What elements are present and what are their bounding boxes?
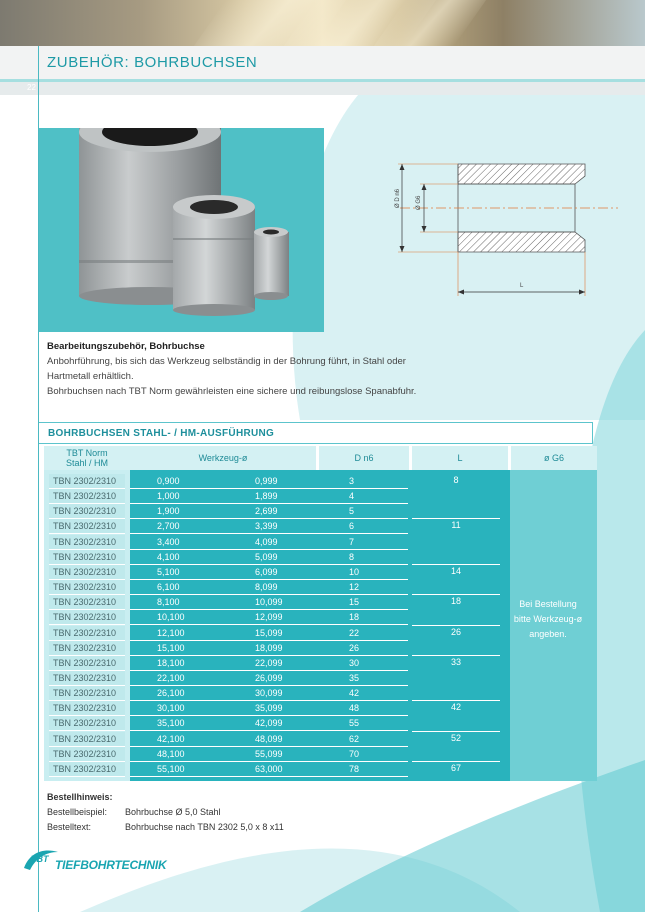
- cell-d-n6: 26: [349, 642, 360, 653]
- page-title: ZUBEHÖR: BOHRBUCHSEN: [47, 54, 258, 71]
- cell-werkzeug-to: 2,699: [255, 506, 278, 517]
- cell-l: 42: [450, 702, 461, 713]
- l-group-divider: [412, 564, 500, 565]
- order-heading: Bestellhinweis:: [47, 792, 113, 802]
- order-text-value: Bohrbuchse nach TBN 2302 5,0 x 8 x11: [125, 822, 284, 832]
- cell-werkzeug-to: 30,099: [255, 688, 283, 699]
- order-text-row: [47, 820, 284, 835]
- tbt-logo-mark-text: TBT: [31, 854, 49, 864]
- dim-label-d: Ø D n6: [395, 188, 401, 208]
- cell-werkzeug-to: 35,099: [255, 703, 283, 714]
- table-row: [49, 565, 597, 580]
- cell-tbt-norm: TBN 2302/2310: [49, 686, 125, 701]
- cell-werkzeug-from: 26,100: [157, 688, 185, 699]
- header-tbt-norm: [44, 446, 130, 470]
- title-bar: [0, 46, 645, 79]
- description-line: Anbohrführung, bis sich das Werkzeug selbständig in der Bohrung führt, in Stahl oder: [47, 356, 406, 367]
- order-example-row: [47, 805, 284, 820]
- description-line: Bohrbuchsen nach TBT Norm gewährleisten eine sichere und reibungslose Spanabfuhr.: [47, 386, 417, 397]
- cell-werkzeug-to: 48,099: [255, 733, 283, 744]
- technical-drawing: [370, 150, 620, 300]
- cell-tbt-norm: TBN 2302/2310: [49, 701, 125, 716]
- cell-tbt-norm: TBN 2302/2310: [49, 474, 125, 489]
- cell-werkzeug-from: 6,100: [157, 582, 180, 593]
- cell-werkzeug-to: 3,399: [255, 521, 278, 532]
- table-title: BOHRBUCHSEN STAHL- / HM-AUSFÜHRUNG: [48, 428, 275, 439]
- l-group-divider: [412, 625, 500, 626]
- cell-werkzeug-to: 5,099: [255, 551, 278, 562]
- cell-d-n6: 7: [349, 536, 355, 547]
- cell-tbt-norm: TBN 2302/2310: [49, 550, 125, 565]
- cell-d-n6: 62: [349, 733, 360, 744]
- table-row: [49, 671, 597, 686]
- cell-d-n6: 3: [349, 476, 355, 486]
- header-l: L: [457, 453, 463, 463]
- g6-note: [502, 597, 594, 642]
- cell-werkzeug-to: 4,099: [255, 536, 278, 547]
- cell-werkzeug-to: 63,000: [255, 763, 283, 774]
- table-row: [49, 747, 597, 762]
- cell-d-n6: 12: [349, 582, 360, 593]
- cell-tbt-norm: TBN 2302/2310: [49, 716, 125, 731]
- cell-werkzeug-from: 5,100: [157, 566, 180, 577]
- cell-l: 52: [450, 732, 461, 743]
- tbt-logo: [22, 846, 172, 876]
- cell-l: 18: [450, 596, 461, 607]
- cell-tbt-norm: TBN 2302/2310: [49, 671, 125, 686]
- cell-l: 8: [453, 475, 459, 485]
- cell-d-n6: 55: [349, 718, 360, 729]
- cell-werkzeug-from: 22,100: [157, 672, 185, 683]
- header-tbt-norm-line2: Stahl / HM: [65, 458, 108, 468]
- cell-d-n6: 78: [349, 763, 360, 774]
- table-row: [49, 550, 597, 565]
- table-header-row: [44, 446, 597, 470]
- cell-werkzeug-to: 8,099: [255, 582, 278, 593]
- bushings-illustration: [39, 128, 324, 332]
- cell-d-n6: 8: [349, 551, 355, 562]
- cell-tbt-norm: TBN 2302/2310: [49, 762, 125, 777]
- cell-werkzeug-from: 1,900: [157, 506, 180, 517]
- cell-d-n6: 15: [349, 597, 360, 608]
- dim-label-g: Ø G6: [416, 195, 422, 210]
- l-group-divider: [412, 700, 500, 701]
- table-row: [49, 535, 597, 550]
- cell-werkzeug-from: 35,100: [157, 718, 185, 729]
- cell-tbt-norm: TBN 2302/2310: [49, 580, 125, 595]
- cell-werkzeug-from: 55,100: [157, 763, 185, 774]
- cell-werkzeug-to: 55,099: [255, 748, 283, 759]
- cell-werkzeug-to: 0,999: [255, 476, 278, 486]
- table-row: [49, 686, 597, 701]
- cell-werkzeug-from: 10,100: [157, 612, 185, 623]
- cell-werkzeug-from: 2,700: [157, 521, 180, 532]
- cell-d-n6: 35: [349, 672, 360, 683]
- cell-l: 14: [450, 565, 461, 576]
- cell-d-n6: 22: [349, 627, 360, 638]
- cell-d-n6: 10: [349, 566, 360, 577]
- header-tbt-norm-line1: TBT Norm: [66, 448, 108, 458]
- product-description: [47, 339, 607, 399]
- order-info: [47, 790, 284, 835]
- table-row: [49, 716, 597, 731]
- cell-werkzeug-from: 48,100: [157, 748, 185, 759]
- tbt-logo-text: TIEFBOHRTECHNIK: [55, 858, 167, 872]
- cell-werkzeug-to: 18,099: [255, 642, 283, 653]
- table-row: [49, 762, 597, 777]
- cell-tbt-norm: TBN 2302/2310: [49, 504, 125, 519]
- cell-werkzeug-from: 42,100: [157, 733, 185, 744]
- g6-note-line: bitte Werkzeug-ø: [513, 614, 583, 624]
- cell-d-n6: 30: [349, 657, 360, 668]
- l-group-divider: [412, 594, 500, 595]
- cell-d-n6: 6: [349, 521, 355, 532]
- cell-d-n6: 70: [349, 748, 360, 759]
- cell-werkzeug-from: 3,400: [157, 536, 180, 547]
- header-d-n6: D n6: [354, 453, 374, 463]
- cell-tbt-norm: TBN 2302/2310: [49, 641, 125, 656]
- cell-werkzeug-to: 10,099: [255, 597, 283, 608]
- cell-tbt-norm: TBN 2302/2310: [49, 610, 125, 625]
- description-line: Hartmetall erhältlich.: [47, 371, 134, 382]
- order-text-label: Bestelltext:: [47, 822, 92, 832]
- cell-werkzeug-to: 1,899: [255, 491, 278, 502]
- cell-werkzeug-to: 26,099: [255, 672, 283, 683]
- order-example-label: Bestellbeispiel:: [47, 807, 108, 817]
- table-row: [49, 732, 597, 747]
- cell-werkzeug-to: 42,099: [255, 718, 283, 729]
- header-photo: [0, 0, 645, 46]
- row-divider: [130, 776, 408, 777]
- page-number-bar: [0, 82, 645, 95]
- order-example-value: Bohrbuchse Ø 5,0 Stahl: [125, 807, 221, 817]
- cell-werkzeug-to: 15,099: [255, 627, 283, 638]
- cell-tbt-norm: TBN 2302/2310: [49, 747, 125, 762]
- table-row: [49, 641, 597, 656]
- cell-tbt-norm: TBN 2302/2310: [49, 535, 125, 550]
- cell-d-n6: 42: [349, 688, 360, 699]
- cell-tbt-norm: TBN 2302/2310: [49, 565, 125, 580]
- description-heading: Bearbeitungszubehör, Bohrbuchse: [47, 341, 205, 352]
- cell-werkzeug-from: 18,100: [157, 657, 185, 668]
- cell-tbt-norm: TBN 2302/2310: [49, 626, 125, 641]
- cell-werkzeug-from: 15,100: [157, 642, 185, 653]
- cell-l: 26: [450, 626, 461, 637]
- table-row: [49, 701, 597, 716]
- cell-werkzeug-from: 0,900: [157, 476, 180, 486]
- cell-werkzeug-from: 12,100: [157, 627, 185, 638]
- cell-tbt-norm: TBN 2302/2310: [49, 489, 125, 504]
- g6-note-line: angeben.: [529, 629, 567, 639]
- cell-tbt-norm: TBN 2302/2310: [49, 595, 125, 610]
- cell-werkzeug-to: 12,099: [255, 612, 283, 623]
- l-group-divider: [412, 761, 500, 762]
- cell-werkzeug-from: 30,100: [157, 703, 185, 714]
- cell-werkzeug-to: 6,099: [255, 566, 278, 577]
- dim-label-l: L: [520, 283, 524, 289]
- table-title-bar: [39, 422, 593, 444]
- table-row: [49, 474, 597, 489]
- header-g6: ø G6: [543, 453, 564, 463]
- g6-note-line: Bei Bestellung: [519, 599, 577, 609]
- cell-l: 33: [450, 656, 461, 667]
- header-werkzeug: Werkzeug-ø: [198, 453, 248, 463]
- table-row: [49, 489, 597, 504]
- cell-l: 11: [451, 520, 461, 531]
- cell-werkzeug-from: 8,100: [157, 597, 180, 608]
- page-number: 22: [27, 83, 36, 92]
- cell-l: 67: [450, 762, 461, 773]
- cell-d-n6: 18: [349, 612, 360, 623]
- margin-line: [38, 46, 39, 912]
- cell-tbt-norm: TBN 2302/2310: [49, 519, 125, 534]
- cell-d-n6: 4: [349, 491, 355, 502]
- l-group-divider: [412, 655, 500, 656]
- l-group-divider: [412, 518, 500, 519]
- table-row: [49, 656, 597, 671]
- product-photo: [39, 128, 324, 332]
- cell-werkzeug-to: 22,099: [255, 657, 283, 668]
- cell-werkzeug-from: 4,100: [157, 551, 180, 562]
- table-row: [49, 504, 597, 519]
- cell-tbt-norm: TBN 2302/2310: [49, 732, 125, 747]
- cell-d-n6: 48: [349, 703, 360, 714]
- cell-d-n6: 5: [349, 506, 355, 517]
- cell-werkzeug-from: 1,000: [157, 491, 180, 502]
- table-row: [49, 580, 597, 595]
- table-row: [49, 519, 597, 534]
- l-group-divider: [412, 731, 500, 732]
- cell-tbt-norm: TBN 2302/2310: [49, 656, 125, 671]
